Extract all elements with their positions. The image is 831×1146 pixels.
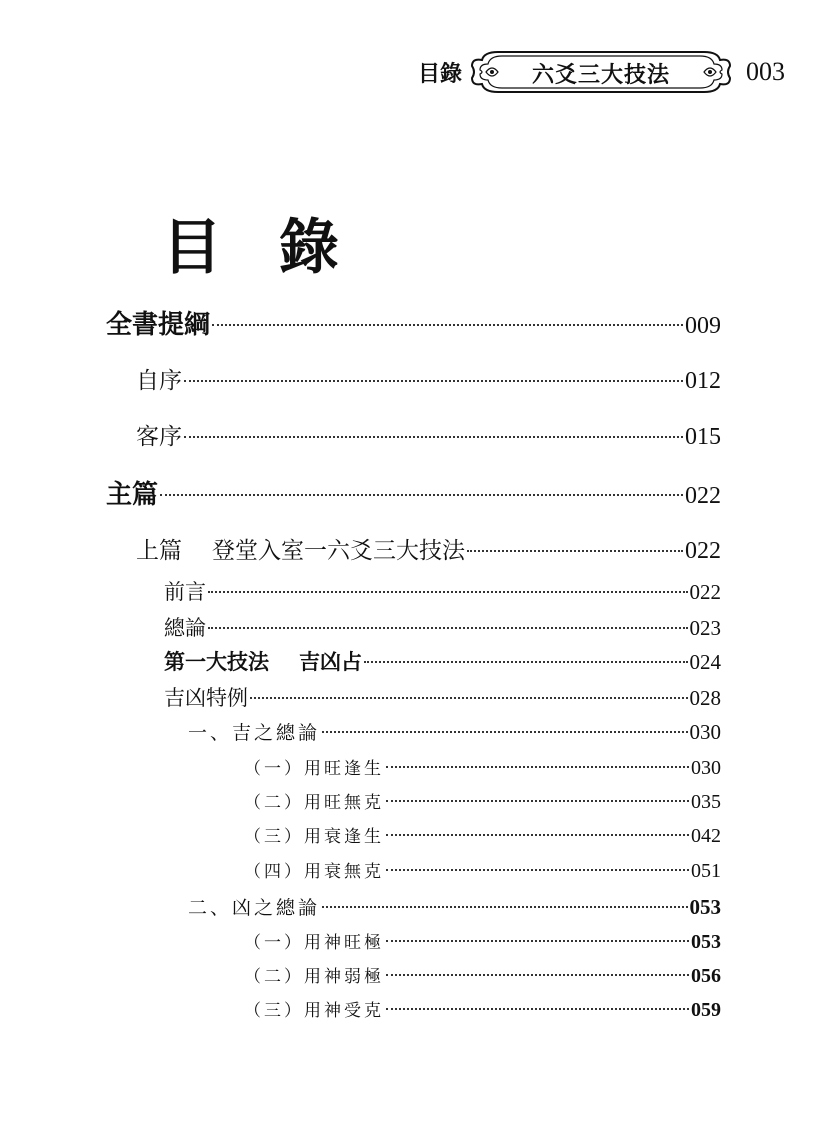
toc-leader — [250, 697, 688, 699]
toc-entry-page: 051 — [691, 860, 721, 882]
toc-leader — [386, 800, 689, 802]
toc-entry[interactable] — [136, 532, 721, 565]
header-page-number: 003 — [746, 57, 786, 86]
header-cartouche — [468, 42, 734, 102]
toc-entry-label — [136, 532, 465, 565]
toc-entry-label: （一）用旺逢生 — [244, 759, 384, 779]
toc-entry-label: 二、凶之總論 — [188, 897, 321, 919]
toc-leader — [184, 436, 683, 438]
toc-entry-page: 059 — [691, 999, 721, 1021]
toc-entry-label: （三）用衰逢生 — [244, 827, 384, 847]
toc-leader — [386, 869, 689, 871]
toc-entry-page: 028 — [689, 686, 721, 710]
toc-entry-page: 009 — [685, 313, 721, 339]
toc-entry-page: 023 — [689, 616, 721, 640]
toc-entry-label: 吉凶特例 — [164, 686, 248, 710]
toc-entry-page: 053 — [691, 931, 721, 953]
toc-entry[interactable] — [164, 576, 721, 606]
toc-entry-page: 022 — [689, 580, 721, 604]
toc-entry[interactable] — [188, 718, 721, 745]
toc-entry-label: 一、吉之總論 — [188, 722, 321, 744]
toc-entry-part: 第一大技法 — [164, 650, 269, 674]
toc-entry-label — [164, 646, 362, 676]
toc-leader — [322, 731, 687, 733]
toc-leader — [160, 494, 683, 496]
toc-entry[interactable] — [244, 788, 721, 814]
toc-entry-label: 主篇 — [106, 480, 159, 510]
toc-entry-label: 客序 — [136, 424, 182, 450]
toc-entry-page: 056 — [691, 965, 721, 987]
header-book-title: 六爻三大技法 — [532, 62, 671, 88]
toc-entry-label: （一）用神旺極 — [244, 933, 384, 953]
toc-entry-page: 022 — [685, 538, 721, 564]
running-header — [418, 42, 785, 102]
toc-entry[interactable] — [244, 754, 721, 780]
toc-leader — [208, 591, 688, 593]
page-title: 目 錄 — [162, 213, 357, 283]
toc-leader — [386, 940, 689, 942]
toc-entry-label: 前言 — [164, 580, 206, 604]
toc-entry[interactable] — [106, 304, 721, 341]
toc-entry[interactable] — [188, 893, 721, 920]
toc-leader — [364, 661, 688, 663]
toc-entry[interactable] — [164, 612, 721, 642]
toc-entry-page: 042 — [691, 825, 721, 847]
toc-entry-label: （四）用衰無克 — [244, 862, 384, 882]
toc-entry-label: （二）用神弱極 — [244, 967, 384, 987]
toc-entry[interactable] — [244, 822, 721, 848]
toc-entry-part: 上篇 — [136, 538, 182, 564]
toc-entry[interactable] — [136, 362, 721, 395]
toc-entry-page: 053 — [689, 895, 721, 919]
toc-leader — [386, 766, 689, 768]
header-section-name: 目錄 — [418, 61, 463, 87]
toc-entry-page: 030 — [691, 757, 721, 779]
toc-entry[interactable] — [136, 418, 721, 451]
toc-entry-page: 024 — [689, 650, 721, 674]
toc-leader — [467, 550, 683, 552]
toc-entry[interactable] — [244, 996, 721, 1022]
toc-entry-page: 015 — [685, 424, 721, 450]
toc-leader — [208, 627, 688, 629]
toc-entry[interactable] — [244, 928, 721, 954]
toc-leader — [184, 380, 683, 382]
toc-leader — [212, 324, 683, 326]
toc-entry-page: 012 — [685, 368, 721, 394]
toc-entry-label: （二）用旺無克 — [244, 793, 384, 813]
toc-entry-label: （三）用神受克 — [244, 1001, 384, 1021]
toc-entry-subtitle: 吉凶占 — [299, 650, 362, 674]
toc-entry-label: 總論 — [164, 616, 206, 640]
toc-leader — [386, 974, 689, 976]
toc-entry-page: 022 — [685, 483, 721, 509]
toc-entry[interactable] — [244, 857, 721, 883]
toc-entry-label: 自序 — [136, 368, 182, 394]
toc-leader — [386, 834, 689, 836]
toc-leader — [322, 906, 687, 908]
toc-entry-page: 030 — [689, 720, 721, 744]
toc-entry[interactable] — [244, 962, 721, 988]
toc-entry-subtitle: 登堂入室一六爻三大技法 — [212, 538, 465, 564]
toc-entry-label: 全書提綱 — [106, 310, 211, 340]
toc-leader — [386, 1008, 689, 1010]
toc-entry[interactable] — [164, 682, 721, 712]
toc-entry-page: 035 — [691, 791, 721, 813]
toc-entry[interactable] — [106, 474, 721, 511]
toc-entry[interactable] — [164, 646, 721, 676]
